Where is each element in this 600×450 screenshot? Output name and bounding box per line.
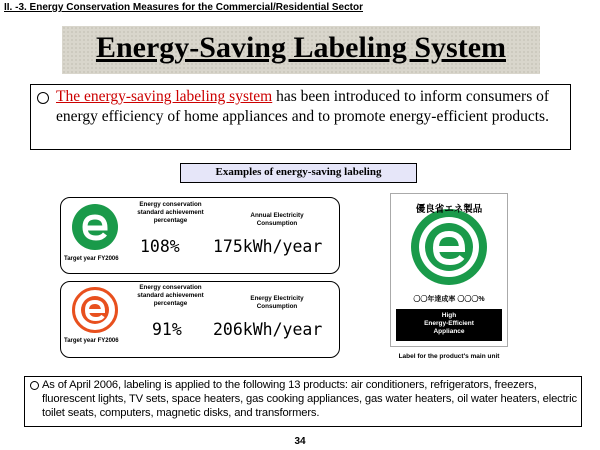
consumption-heading: Annual Electricity Consumption — [250, 212, 304, 227]
consumption-value: 206kWh/year — [213, 320, 323, 339]
target-year: Target year FY2006 — [64, 338, 119, 344]
target-year: Target year FY2006 — [64, 256, 119, 262]
main-label-mark — [396, 199, 502, 309]
main-label-achievement: 〇〇年達成率 〇〇〇% — [413, 296, 485, 303]
intro-link[interactable]: The energy-saving labeling system — [56, 88, 273, 105]
consumption-value: 175kWh/year — [213, 237, 323, 256]
note-bullet-icon — [30, 381, 39, 390]
achievement-heading: Energy conservation standard achievement percentage — [137, 201, 204, 224]
consumption-heading: Energy Electricity Consumption — [250, 295, 304, 310]
achievement-value: 91% — [152, 320, 182, 339]
intro-paragraph — [56, 87, 566, 127]
main-label-band — [396, 309, 502, 341]
note-text: As of April 2006, labeling is applied to the following 13 products: air conditioners, refrigerators, freezers, fluorescent lights, TV sets, space heaters, gas cooking appliances, gas water heaters, oil water heaters, electric toilet seats, computers, magnetic disks, and transformers. — [42, 379, 577, 419]
e-mark-orange-icon — [72, 287, 118, 333]
e-mark-large-icon — [396, 199, 502, 309]
section-header: II. -3. Energy Conservation Measures for the Commercial/Residential Sector — [4, 2, 363, 13]
main-label-line-1: High — [441, 312, 457, 319]
page-title: Energy-Saving Labeling System — [95, 31, 507, 64]
intro-rest-text: has been introduced to inform consumers of energy efficiency of home appliances and to promote energy-efficient products. — [56, 88, 550, 125]
main-label-caption: Label for the product's main unit — [398, 353, 500, 360]
main-label-line-2: Energy-Efficient — [424, 320, 474, 327]
main-label-line-3: Appliance — [433, 328, 465, 335]
achievement-value: 108% — [140, 237, 180, 256]
achievement-heading: Energy conservation standard achievement percentage — [137, 284, 204, 307]
e-mark-green-icon — [72, 204, 118, 250]
examples-heading: Examples of energy-saving labeling — [215, 166, 382, 178]
main-label-top-text: 優良省エネ製品 — [415, 204, 483, 215]
page-number: 34 — [294, 436, 306, 447]
intro-bullet-icon — [37, 92, 49, 104]
